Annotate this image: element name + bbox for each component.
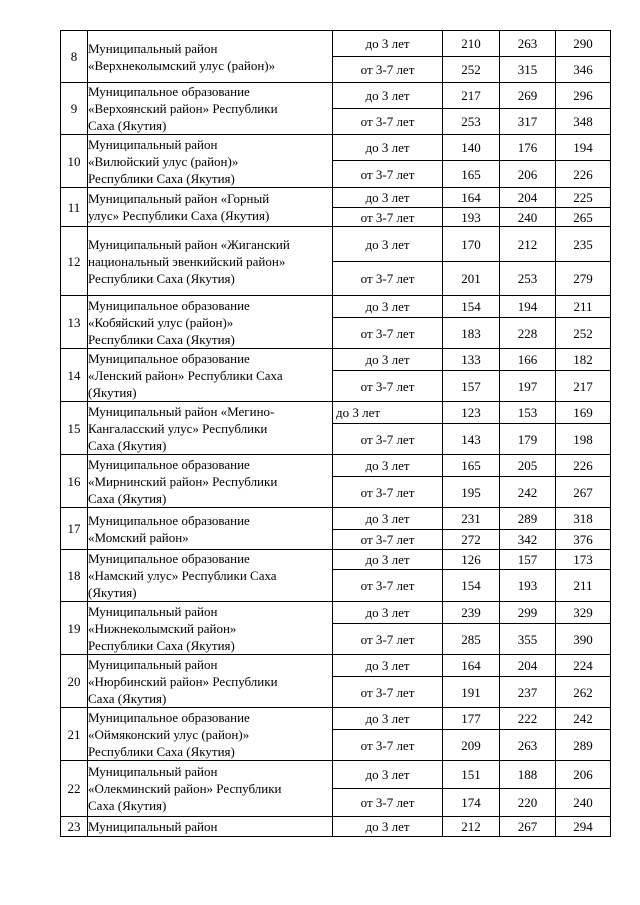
value-cell: 242	[500, 477, 556, 508]
age-group: до 3 лет	[333, 455, 443, 477]
value-cell: 390	[556, 624, 611, 655]
municipality-name	[88, 550, 333, 602]
municipality-name-line: Муниципальное образование	[88, 84, 250, 99]
value-cell: 194	[556, 135, 611, 161]
value-cell: 165	[443, 455, 500, 477]
value-cell: 169	[556, 402, 611, 424]
municipality-name-line: «Оймяконский улус (район)»	[88, 726, 250, 742]
age-group: до 3 лет	[333, 817, 443, 837]
table-row	[61, 817, 611, 837]
value-cell: 195	[443, 477, 500, 508]
value-cell: 239	[443, 602, 500, 624]
value-cell: 315	[500, 57, 556, 83]
table-row	[61, 31, 611, 57]
table-row	[61, 602, 611, 624]
table-row	[61, 135, 611, 161]
age-group: от 3-7 лет	[333, 677, 443, 708]
value-cell: 157	[443, 371, 500, 402]
municipality-name	[88, 402, 333, 455]
municipality-name-line: Республики Саха (Якутия)	[88, 270, 235, 286]
value-cell: 193	[443, 208, 500, 227]
value-cell: 272	[443, 530, 500, 550]
value-cell: 157	[500, 550, 556, 570]
age-group: от 3-7 лет	[333, 624, 443, 655]
row-number: 20	[61, 655, 88, 708]
value-cell: 222	[500, 708, 556, 730]
row-number: 10	[61, 135, 88, 188]
age-group: от 3-7 лет	[333, 789, 443, 817]
municipality-name-line: Республики Саха (Якутия)	[88, 170, 235, 186]
value-cell: 263	[500, 31, 556, 57]
age-group: от 3-7 лет	[333, 371, 443, 402]
value-cell: 165	[443, 161, 500, 188]
municipality-name-line: «Вилюйский улус (район)»	[88, 153, 239, 169]
value-cell: 140	[443, 135, 500, 161]
municipality-name-line: Саха (Якутия)	[88, 437, 167, 453]
age-group: до 3 лет	[333, 708, 443, 730]
municipality-name-line: «Олекминский район» Республики	[88, 781, 282, 796]
value-cell: 242	[556, 708, 611, 730]
value-cell: 224	[556, 655, 611, 677]
value-cell: 201	[443, 262, 500, 296]
value-cell: 317	[500, 109, 556, 135]
value-cell: 376	[556, 530, 611, 550]
value-cell: 253	[443, 109, 500, 135]
age-group: до 3 лет	[333, 349, 443, 371]
municipality-name-line: Муниципальное образование	[88, 297, 250, 313]
value-cell: 191	[443, 677, 500, 708]
municipality-name-line: Муниципальный район	[88, 603, 218, 619]
row-number: 18	[61, 550, 88, 602]
row-number: 21	[61, 708, 88, 761]
municipality-name-line: Саха (Якутия)	[88, 490, 167, 506]
value-cell: 290	[556, 31, 611, 57]
row-number: 8	[61, 31, 88, 83]
row-number: 17	[61, 508, 88, 550]
value-cell: 211	[556, 296, 611, 318]
value-cell: 151	[443, 761, 500, 789]
value-cell: 188	[500, 761, 556, 789]
age-group: до 3 лет	[333, 135, 443, 161]
value-cell: 166	[500, 349, 556, 371]
value-cell: 226	[556, 161, 611, 188]
municipality-name	[88, 655, 333, 708]
municipality-name-line: Муниципальное образование	[88, 551, 250, 566]
value-cell: 267	[556, 477, 611, 508]
value-cell: 164	[443, 655, 500, 677]
municipality-name-line: Муниципальное образование	[88, 456, 250, 472]
value-cell: 289	[556, 730, 611, 761]
value-cell: 225	[556, 188, 611, 208]
municipality-name-line: национальный эвенкийский район»	[88, 253, 286, 269]
age-group: до 3 лет	[333, 188, 443, 208]
age-group: от 3-7 лет	[333, 109, 443, 135]
value-cell: 226	[556, 455, 611, 477]
municipality-name	[88, 761, 333, 817]
municipality-name	[88, 602, 333, 655]
value-cell: 265	[556, 208, 611, 227]
value-cell: 294	[556, 817, 611, 837]
row-number: 15	[61, 402, 88, 455]
value-cell: 164	[443, 188, 500, 208]
municipality-name-line: «Нижнеколымский район»	[88, 620, 237, 636]
value-cell: 153	[500, 402, 556, 424]
value-cell: 240	[500, 208, 556, 227]
row-number: 13	[61, 296, 88, 349]
age-group: от 3-7 лет	[333, 530, 443, 550]
value-cell: 170	[443, 227, 500, 262]
row-number: 11	[61, 188, 88, 227]
value-cell: 126	[443, 550, 500, 570]
value-cell: 194	[500, 296, 556, 318]
age-group: до 3 лет	[333, 296, 443, 318]
value-cell: 285	[443, 624, 500, 655]
municipality-name	[88, 708, 333, 761]
table-row	[61, 455, 611, 477]
value-cell: 177	[443, 708, 500, 730]
age-group: от 3-7 лет	[333, 318, 443, 349]
table-row	[61, 296, 611, 318]
value-cell: 355	[500, 624, 556, 655]
municipality-name-line: «Кобяйский улус (район)»	[88, 314, 234, 330]
value-cell: 299	[500, 602, 556, 624]
municipality-name-line: Муниципальный район	[88, 819, 218, 834]
row-number: 23	[61, 817, 88, 837]
value-cell: 204	[500, 188, 556, 208]
municipality-name-line: Муниципальное образование	[88, 709, 250, 725]
table-row	[61, 83, 611, 109]
value-cell: 198	[556, 424, 611, 455]
age-group: от 3-7 лет	[333, 570, 443, 602]
row-number: 16	[61, 455, 88, 508]
value-cell: 179	[500, 424, 556, 455]
value-cell: 235	[556, 227, 611, 262]
value-cell: 154	[443, 296, 500, 318]
value-cell: 206	[556, 761, 611, 789]
value-cell: 176	[500, 135, 556, 161]
age-group: до 3 лет	[333, 761, 443, 789]
age-group: до 3 лет	[333, 508, 443, 530]
municipality-name	[88, 349, 333, 402]
municipality-name-line: Муниципальное образование	[88, 350, 250, 366]
row-number: 9	[61, 83, 88, 135]
value-cell: 173	[556, 550, 611, 570]
municipality-name	[88, 31, 333, 83]
value-cell: 237	[500, 677, 556, 708]
value-cell: 228	[500, 318, 556, 349]
age-group: до 3 лет	[333, 402, 443, 424]
age-group: до 3 лет	[333, 550, 443, 570]
municipality-name-line: Республики Саха (Якутия)	[88, 331, 235, 347]
municipality-name-line: «Намский улус» Республики Саха	[88, 568, 277, 583]
municipality-name	[88, 817, 333, 837]
municipality-name	[88, 135, 333, 188]
value-cell: 204	[500, 655, 556, 677]
table-row	[61, 402, 611, 424]
municipality-name	[88, 83, 333, 135]
municipality-name-line: «Момский район»	[88, 529, 189, 545]
value-cell: 346	[556, 57, 611, 83]
municipality-name-line: «Нюрбинский район» Республики	[88, 673, 278, 689]
value-cell: 279	[556, 262, 611, 296]
row-number: 12	[61, 227, 88, 296]
value-cell: 342	[500, 530, 556, 550]
age-group: до 3 лет	[333, 31, 443, 57]
municipality-name-line: улус» Республики Саха (Якутия)	[88, 208, 270, 223]
municipality-name	[88, 508, 333, 550]
rates-table-body	[61, 31, 611, 837]
age-group: от 3-7 лет	[333, 262, 443, 296]
value-cell: 240	[556, 789, 611, 817]
value-cell: 205	[500, 455, 556, 477]
municipality-name	[88, 188, 333, 227]
value-cell: 209	[443, 730, 500, 761]
value-cell: 269	[500, 83, 556, 109]
value-cell: 174	[443, 789, 500, 817]
value-cell: 211	[556, 570, 611, 602]
value-cell: 182	[556, 349, 611, 371]
municipality-name-line: Муниципальный район	[88, 40, 218, 56]
table-row	[61, 761, 611, 789]
value-cell: 296	[556, 83, 611, 109]
municipality-name-line: Муниципальный район «Горный	[88, 191, 270, 206]
municipality-name-line: Муниципальный район «Жиганский	[88, 236, 290, 252]
municipality-name-line: «Ленский район» Республики Саха	[88, 367, 283, 383]
value-cell: 123	[443, 402, 500, 424]
municipality-name-line: Саха (Якутия)	[88, 798, 167, 813]
value-cell: 183	[443, 318, 500, 349]
municipality-name-line: Муниципальный район	[88, 136, 218, 152]
municipality-name-line: Саха (Якутия)	[88, 690, 167, 706]
rates-table	[60, 30, 611, 837]
municipality-name-line: (Якутия)	[88, 585, 137, 600]
value-cell: 206	[500, 161, 556, 188]
municipality-name	[88, 227, 333, 296]
value-cell: 329	[556, 602, 611, 624]
row-number: 19	[61, 602, 88, 655]
municipality-name-line: Республики Саха (Якутия)	[88, 743, 235, 759]
municipality-name-line: Муниципальный район	[88, 764, 218, 779]
age-group: от 3-7 лет	[333, 57, 443, 83]
municipality-name-line: «Мирнинский район» Республики	[88, 473, 278, 489]
age-group: до 3 лет	[333, 602, 443, 624]
age-group: от 3-7 лет	[333, 208, 443, 227]
age-group: от 3-7 лет	[333, 161, 443, 188]
age-group: от 3-7 лет	[333, 477, 443, 508]
municipality-name-line: Муниципальный район «Мегино-	[88, 403, 275, 419]
value-cell: 197	[500, 371, 556, 402]
municipality-name-line: Кангаласский улус» Республики	[88, 420, 268, 436]
value-cell: 289	[500, 508, 556, 530]
value-cell: 143	[443, 424, 500, 455]
value-cell: 212	[443, 817, 500, 837]
age-group: до 3 лет	[333, 227, 443, 262]
value-cell: 262	[556, 677, 611, 708]
row-number: 14	[61, 349, 88, 402]
table-row	[61, 227, 611, 262]
municipality-name	[88, 296, 333, 349]
value-cell: 267	[500, 817, 556, 837]
value-cell: 318	[556, 508, 611, 530]
age-group: от 3-7 лет	[333, 424, 443, 455]
value-cell: 193	[500, 570, 556, 602]
table-row	[61, 508, 611, 530]
value-cell: 217	[556, 371, 611, 402]
age-group: до 3 лет	[333, 655, 443, 677]
age-group: от 3-7 лет	[333, 730, 443, 761]
value-cell: 220	[500, 789, 556, 817]
value-cell: 263	[500, 730, 556, 761]
value-cell: 212	[500, 227, 556, 262]
municipality-name-line: Саха (Якутия)	[88, 118, 167, 133]
row-number: 22	[61, 761, 88, 817]
municipality-name-line: (Якутия)	[88, 384, 137, 400]
value-cell: 348	[556, 109, 611, 135]
age-group: до 3 лет	[333, 83, 443, 109]
value-cell: 210	[443, 31, 500, 57]
municipality-name-line: Муниципальное образование	[88, 512, 250, 528]
table-row	[61, 188, 611, 208]
table-row	[61, 550, 611, 570]
table-row	[61, 708, 611, 730]
value-cell: 252	[443, 57, 500, 83]
value-cell: 154	[443, 570, 500, 602]
value-cell: 133	[443, 349, 500, 371]
municipality-name-line: «Верхоянский район» Республики	[88, 101, 278, 116]
value-cell: 253	[500, 262, 556, 296]
table-row	[61, 349, 611, 371]
value-cell: 252	[556, 318, 611, 349]
municipality-name-line: «Верхнеколымский улус (район)»	[88, 57, 276, 73]
value-cell: 217	[443, 83, 500, 109]
municipality-name-line: Республики Саха (Якутия)	[88, 637, 235, 653]
table-row	[61, 655, 611, 677]
municipality-name	[88, 455, 333, 508]
value-cell: 231	[443, 508, 500, 530]
municipality-name-line: Муниципальный район	[88, 656, 218, 672]
